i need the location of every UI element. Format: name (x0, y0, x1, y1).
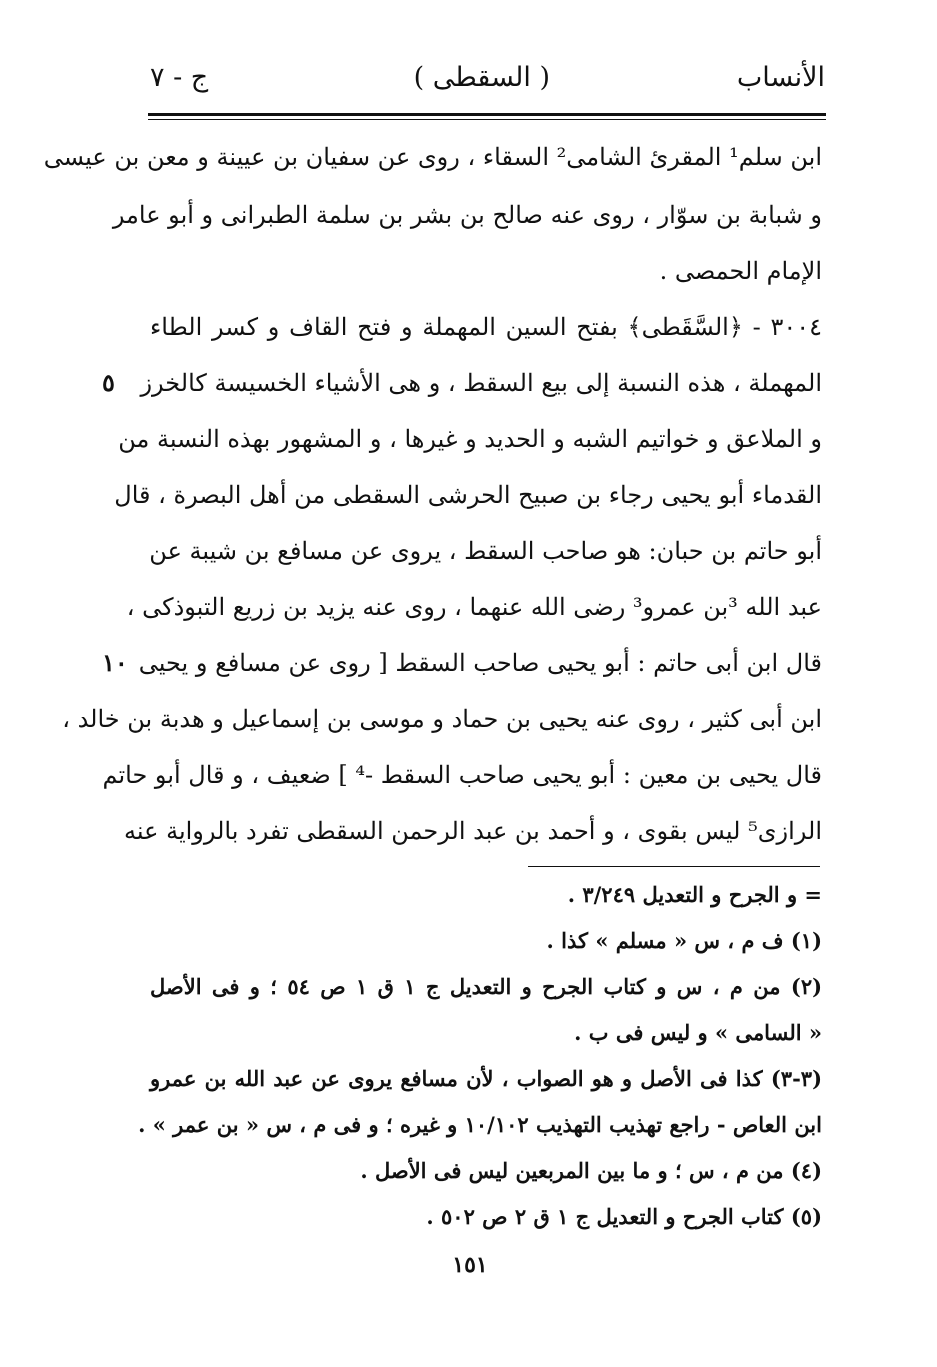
footnote-line: (٤) من م ، س ؛ و ما بين المربعين ليس فى الأصل . (360, 1158, 822, 1183)
text-line: ابن سلم¹ المقرئ الشامى² السقاء ، روى عن سفيان بن عيينة و معن بن عيسى (43, 143, 822, 171)
footnote-line: ابن العاص - راجع تهذيب التهذيب ١٠/١٠٢ و غيره ؛ و فى م ، س « بن عمر » . (138, 1112, 822, 1137)
line-number-5: ٥ (102, 368, 115, 397)
line-number-10: ١٠ (102, 648, 128, 677)
header-rule-thick (148, 113, 826, 116)
header-volume: ج - ٧ (150, 62, 209, 93)
text-line: الإمام الحمصى . (659, 257, 822, 285)
text-line: قال يحيى بن معين : أبو يحيى صاحب السقط -⁴ ] ضعيف ، و قال أبو حاتم (102, 761, 822, 789)
footnote-line: = و الجرح و التعديل ٣/٢٤٩ . (567, 882, 822, 907)
footnote-line: « السامى » و ليس فى ب . (574, 1020, 822, 1045)
text-line: المهملة ، هذه النسبة إلى بيع السقط ، و هى الأشياء الخسيسة كالخرز (140, 369, 822, 397)
text-line: عبد الله ³بن عمرو³ رضى الله عنهما ، روى عنه يزيد بن زريع التبوذكى ، (126, 593, 822, 621)
text-line: و الملاعق و خواتيم الشبه و الحديد و غيرها ، و المشهور بهذه النسبة من (118, 425, 822, 453)
footnote-line: (٢) من م ، س و كتاب الجرح و التعديل ج ١ ق ١ ص ٥٤ ؛ و فى الأصل (150, 974, 823, 999)
page-number: ١٥١ (452, 1252, 488, 1278)
text-line: و شبابة بن سوّار ، روى عنه صالح بن بشر بن سلمة الطبرانى و أبو عامر (112, 201, 822, 229)
footnote-line: (١) ف م ، س « مسلم » كذا . (546, 928, 822, 953)
footnote-line: (٥) كتاب الجرح و التعديل ج ١ ق ٢ ص ٥٠٢ . (426, 1204, 822, 1229)
text-line: الرازى⁵ ليس بقوى ، و أحمد بن عبد الرحمن السقطى تفرد بالرواية عنه (124, 817, 822, 845)
header-entry-title: ( السقطى ) (413, 62, 550, 93)
footnote-line: (٣-٣) كذا فى الأصل و هو الصواب ، لأن مسافع يروى عن عبد الله بن عمرو (150, 1066, 822, 1091)
text-line: أبو حاتم بن حبان: هو صاحب السقط ، يروى عن مسافع بن شيبة عن (149, 537, 822, 565)
text-line: ٣٠٠٤ - ﴿السَّقَطى﴾ بفتح السين المهملة و فتح القاف و كسر الطاء (150, 313, 822, 341)
text-line: القدماء أبو يحيى رجاء بن صبيح الحرشى السقطى من أهل البصرة ، قال (114, 481, 822, 509)
header-rule-thin (148, 119, 826, 120)
text-line: قال ابن أبى حاتم : أبو يحيى صاحب السقط [ روى عن مسافع و يحيى (138, 649, 822, 677)
running-header (150, 62, 825, 102)
text-line: ابن أبى كثير ، روى عنه يحيى بن حماد و موسى بن إسماعيل و هدبة بن خالد ، (62, 705, 822, 733)
header-book-title: الأنساب (736, 62, 825, 93)
footnote-rule (528, 866, 820, 867)
